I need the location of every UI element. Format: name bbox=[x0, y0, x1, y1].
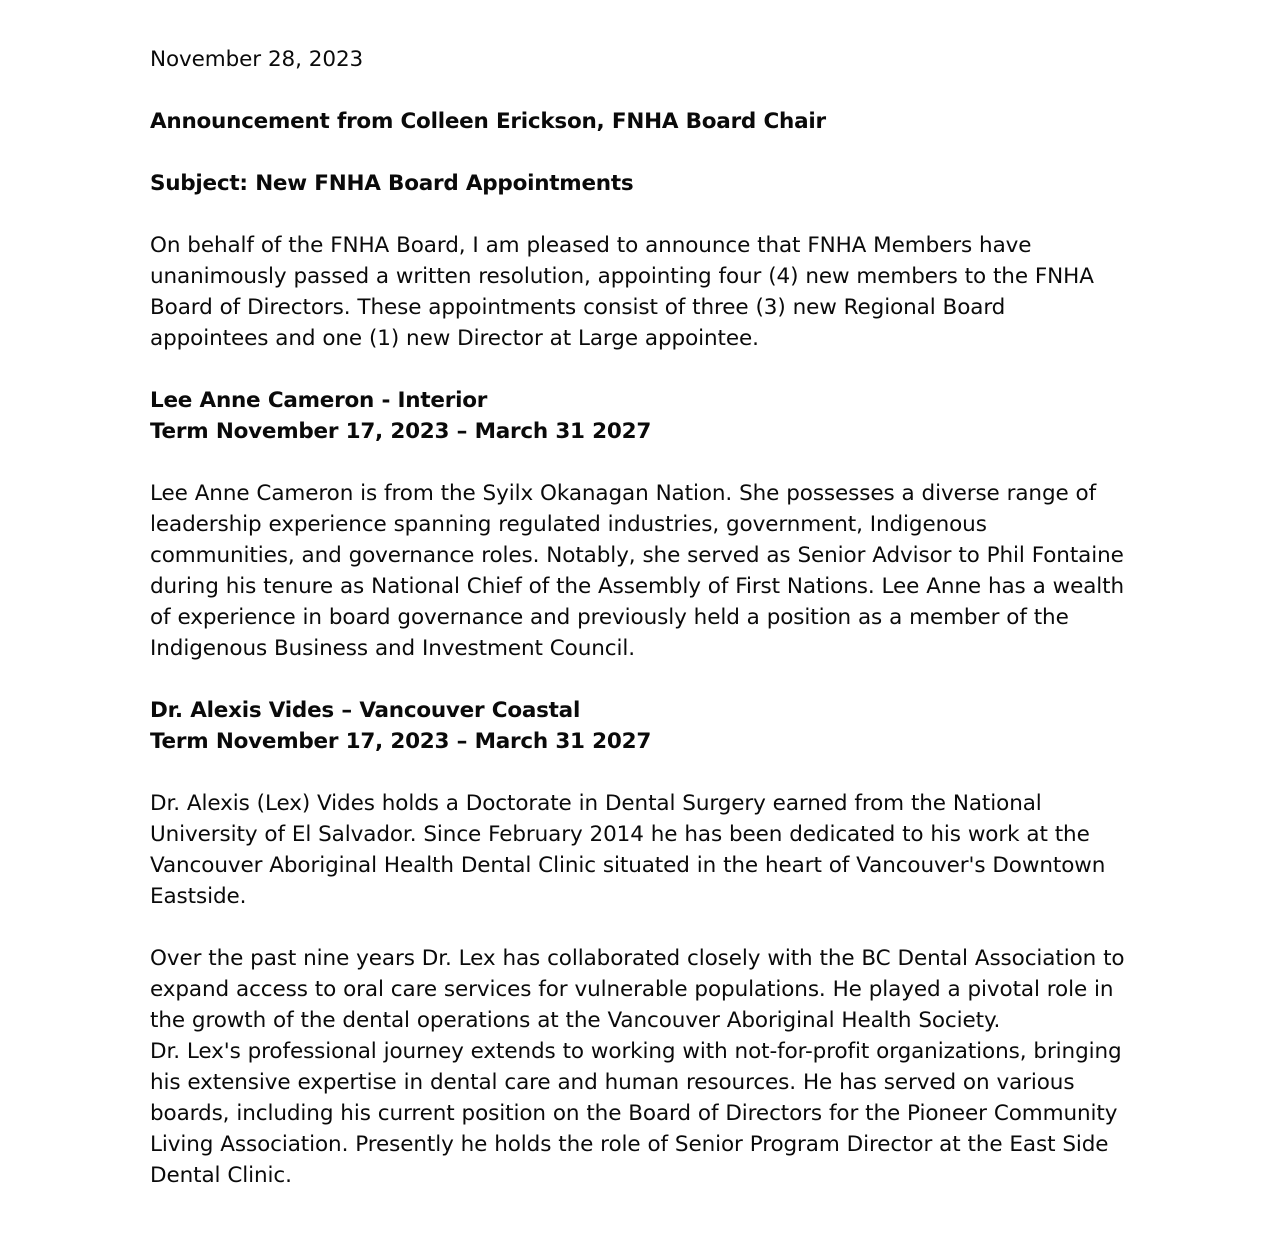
bio-line: Living Association. Presently he holds the role of Senior Program Director at the East Side bbox=[150, 1132, 1109, 1157]
intro-paragraph bbox=[150, 230, 1130, 354]
appointee-heading-cameron bbox=[150, 385, 1130, 447]
intro-line: On behalf of the FNHA Board, I am pleased to announce that FNHA Members have bbox=[150, 233, 1032, 258]
appointee-bio-vides-continued bbox=[150, 943, 1130, 1191]
intro-line: unanimously passed a written resolution, appointing four (4) new members to the FNHA bbox=[150, 264, 1094, 289]
bio-line: leadership experience spanning regulated industries, government, Indigenous bbox=[150, 512, 987, 537]
bio-line: the growth of the dental operations at the Vancouver Aboriginal Health Society. bbox=[150, 1008, 1001, 1033]
bio-line: Vancouver Aboriginal Health Dental Clinic situated in the heart of Vancouver's Downtown bbox=[150, 853, 1106, 878]
bio-line: his extensive expertise in dental care and human resources. He has served on various bbox=[150, 1070, 1075, 1095]
appointee-name-line: Lee Anne Cameron - Interior bbox=[150, 388, 488, 413]
announcement-from-line: Announcement from Colleen Erickson, FNHA Board Chair bbox=[150, 109, 826, 134]
bio-line: expand access to oral care services for vulnerable populations. He played a pivotal role in bbox=[150, 977, 1114, 1002]
bio-line: boards, including his current position on the Board of Directors for the Pioneer Community bbox=[150, 1101, 1118, 1126]
bio-line: University of El Salvador. Since February 2014 he has been dedicated to his work at the bbox=[150, 822, 1090, 847]
bio-line: of experience in board governance and previously held a position as a member of the bbox=[150, 605, 1069, 630]
bio-line: Over the past nine years Dr. Lex has collaborated closely with the BC Dental Association to bbox=[150, 946, 1125, 971]
appointee-term-line: Term November 17, 2023 – March 31 2027 bbox=[150, 419, 652, 444]
bio-line: during his tenure as National Chief of the Assembly of First Nations. Lee Anne has a wealth bbox=[150, 574, 1125, 599]
appointee-name-line: Dr. Alexis Vides – Vancouver Coastal bbox=[150, 698, 581, 723]
document-date: November 28, 2023 bbox=[150, 47, 364, 72]
intro-line: appointees and one (1) new Director at Large appointee. bbox=[150, 326, 759, 351]
appointee-bio-vides bbox=[150, 788, 1130, 912]
bio-line: Indigenous Business and Investment Council. bbox=[150, 636, 635, 661]
appointee-term-line: Term November 17, 2023 – March 31 2027 bbox=[150, 729, 652, 754]
bio-line: Dr. Lex's professional journey extends to working with not-for-profit organizations, bringing bbox=[150, 1039, 1122, 1064]
bio-line: Dental Clinic. bbox=[150, 1163, 292, 1188]
subject-line: Subject: New FNHA Board Appointments bbox=[150, 171, 634, 196]
appointee-bio-cameron bbox=[150, 478, 1130, 664]
bio-line: Lee Anne Cameron is from the Syilx Okanagan Nation. She possesses a diverse range of bbox=[150, 481, 1097, 506]
bio-line: Eastside. bbox=[150, 884, 247, 909]
intro-line: Board of Directors. These appointments consist of three (3) new Regional Board bbox=[150, 295, 1006, 320]
bio-line: communities, and governance roles. Notably, she served as Senior Advisor to Phil Fontaine bbox=[150, 543, 1124, 568]
document-body bbox=[150, 44, 1130, 1191]
appointee-heading-vides bbox=[150, 695, 1130, 757]
bio-line: Dr. Alexis (Lex) Vides holds a Doctorate in Dental Surgery earned from the National bbox=[150, 791, 1042, 816]
